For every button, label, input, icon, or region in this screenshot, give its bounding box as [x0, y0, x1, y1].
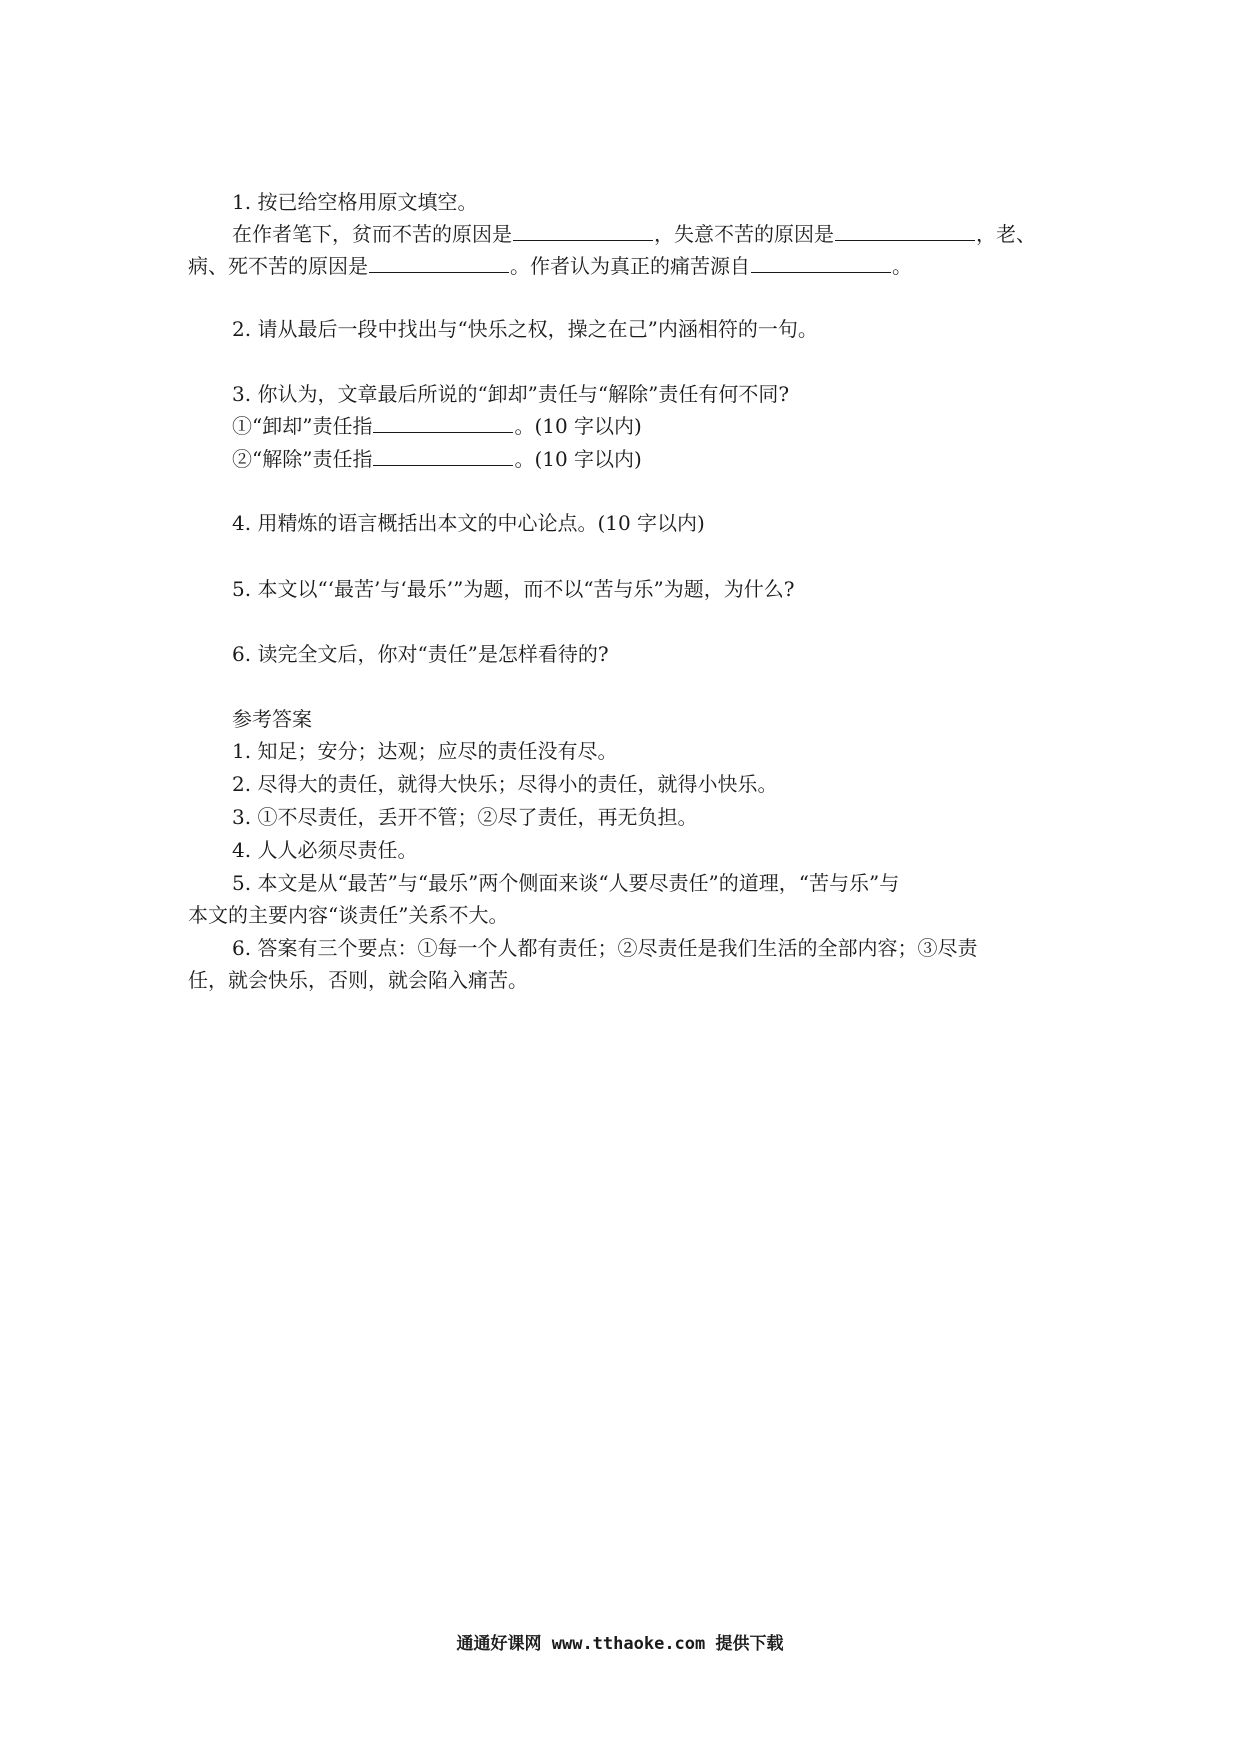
- answer-5-line-2: 本文的主要内容“谈责任”关系不大。: [188, 903, 509, 927]
- q1-text-a: 在作者笔下，贫而不苦的原因是: [232, 222, 512, 246]
- q3-b-suffix: 。(10 字以内): [514, 447, 642, 471]
- q1-text-c: ，老、: [976, 222, 1036, 246]
- question-1-line-2: [188, 250, 912, 282]
- q1-text-e: 。作者认为真正的痛苦源自: [510, 254, 750, 278]
- question-3-b: [232, 443, 642, 475]
- question-3-title: 3. 你认为，文章最后所说的“卸却”责任与“解除”责任有何不同?: [232, 382, 790, 406]
- answers-heading: 参考答案: [232, 707, 312, 731]
- question-2: 2. 请从最后一段中找出与“快乐之权，操之在己”内涵相符的一句。: [232, 317, 818, 341]
- q3-a-suffix: 。(10 字以内): [514, 414, 642, 438]
- question-4: 4. 用精炼的语言概括出本文的中心论点。(10 字以内): [232, 511, 705, 535]
- fill-blank-5: [373, 414, 513, 433]
- question-6: 6. 读完全文后，你对“责任”是怎样看待的?: [232, 642, 609, 666]
- fill-blank-3: [369, 254, 509, 273]
- fill-blank-6: [373, 447, 513, 466]
- footer-credit: 通通好课网 www.tthaoke.com 提供下载: [456, 1634, 784, 1654]
- answer-1: 1. 知足；安分；达观；应尽的责任没有尽。: [232, 739, 618, 763]
- question-1-title: 1. 按已给空格用原文填空。: [232, 190, 478, 214]
- q3-a-prefix: ①“卸却”责任指: [232, 414, 373, 438]
- q1-text-f: 。: [892, 254, 912, 278]
- answer-6-line-2: 任，就会快乐，否则，就会陷入痛苦。: [188, 968, 528, 992]
- answer-5-line-1: 5. 本文是从“最苦”与“最乐”两个侧面来谈“人要尽责任”的道理，“苦与乐”与: [232, 871, 900, 895]
- answer-6-line-1: 6. 答案有三个要点：①每一个人都有责任；②尽责任是我们生活的全部内容；③尽责: [232, 936, 978, 960]
- question-1-line-1: [232, 218, 1036, 250]
- fill-blank-1: [513, 222, 653, 241]
- question-3-a: [232, 410, 642, 442]
- q1-text-b: ，失意不苦的原因是: [654, 222, 834, 246]
- q3-b-prefix: ②“解除”责任指: [232, 447, 373, 471]
- answer-2: 2. 尽得大的责任，就得大快乐；尽得小的责任，就得小快乐。: [232, 772, 778, 796]
- answer-3: 3. ①不尽责任，丢开不管；②尽了责任，再无负担。: [232, 805, 698, 829]
- fill-blank-4: [751, 254, 891, 273]
- fill-blank-2: [835, 222, 975, 241]
- question-5: 5. 本文以“‘最苦’与‘最乐’”为题，而不以“苦与乐”为题，为什么?: [232, 577, 795, 601]
- answer-4: 4. 人人必须尽责任。: [232, 838, 418, 862]
- q1-text-d: 病、死不苦的原因是: [188, 254, 368, 278]
